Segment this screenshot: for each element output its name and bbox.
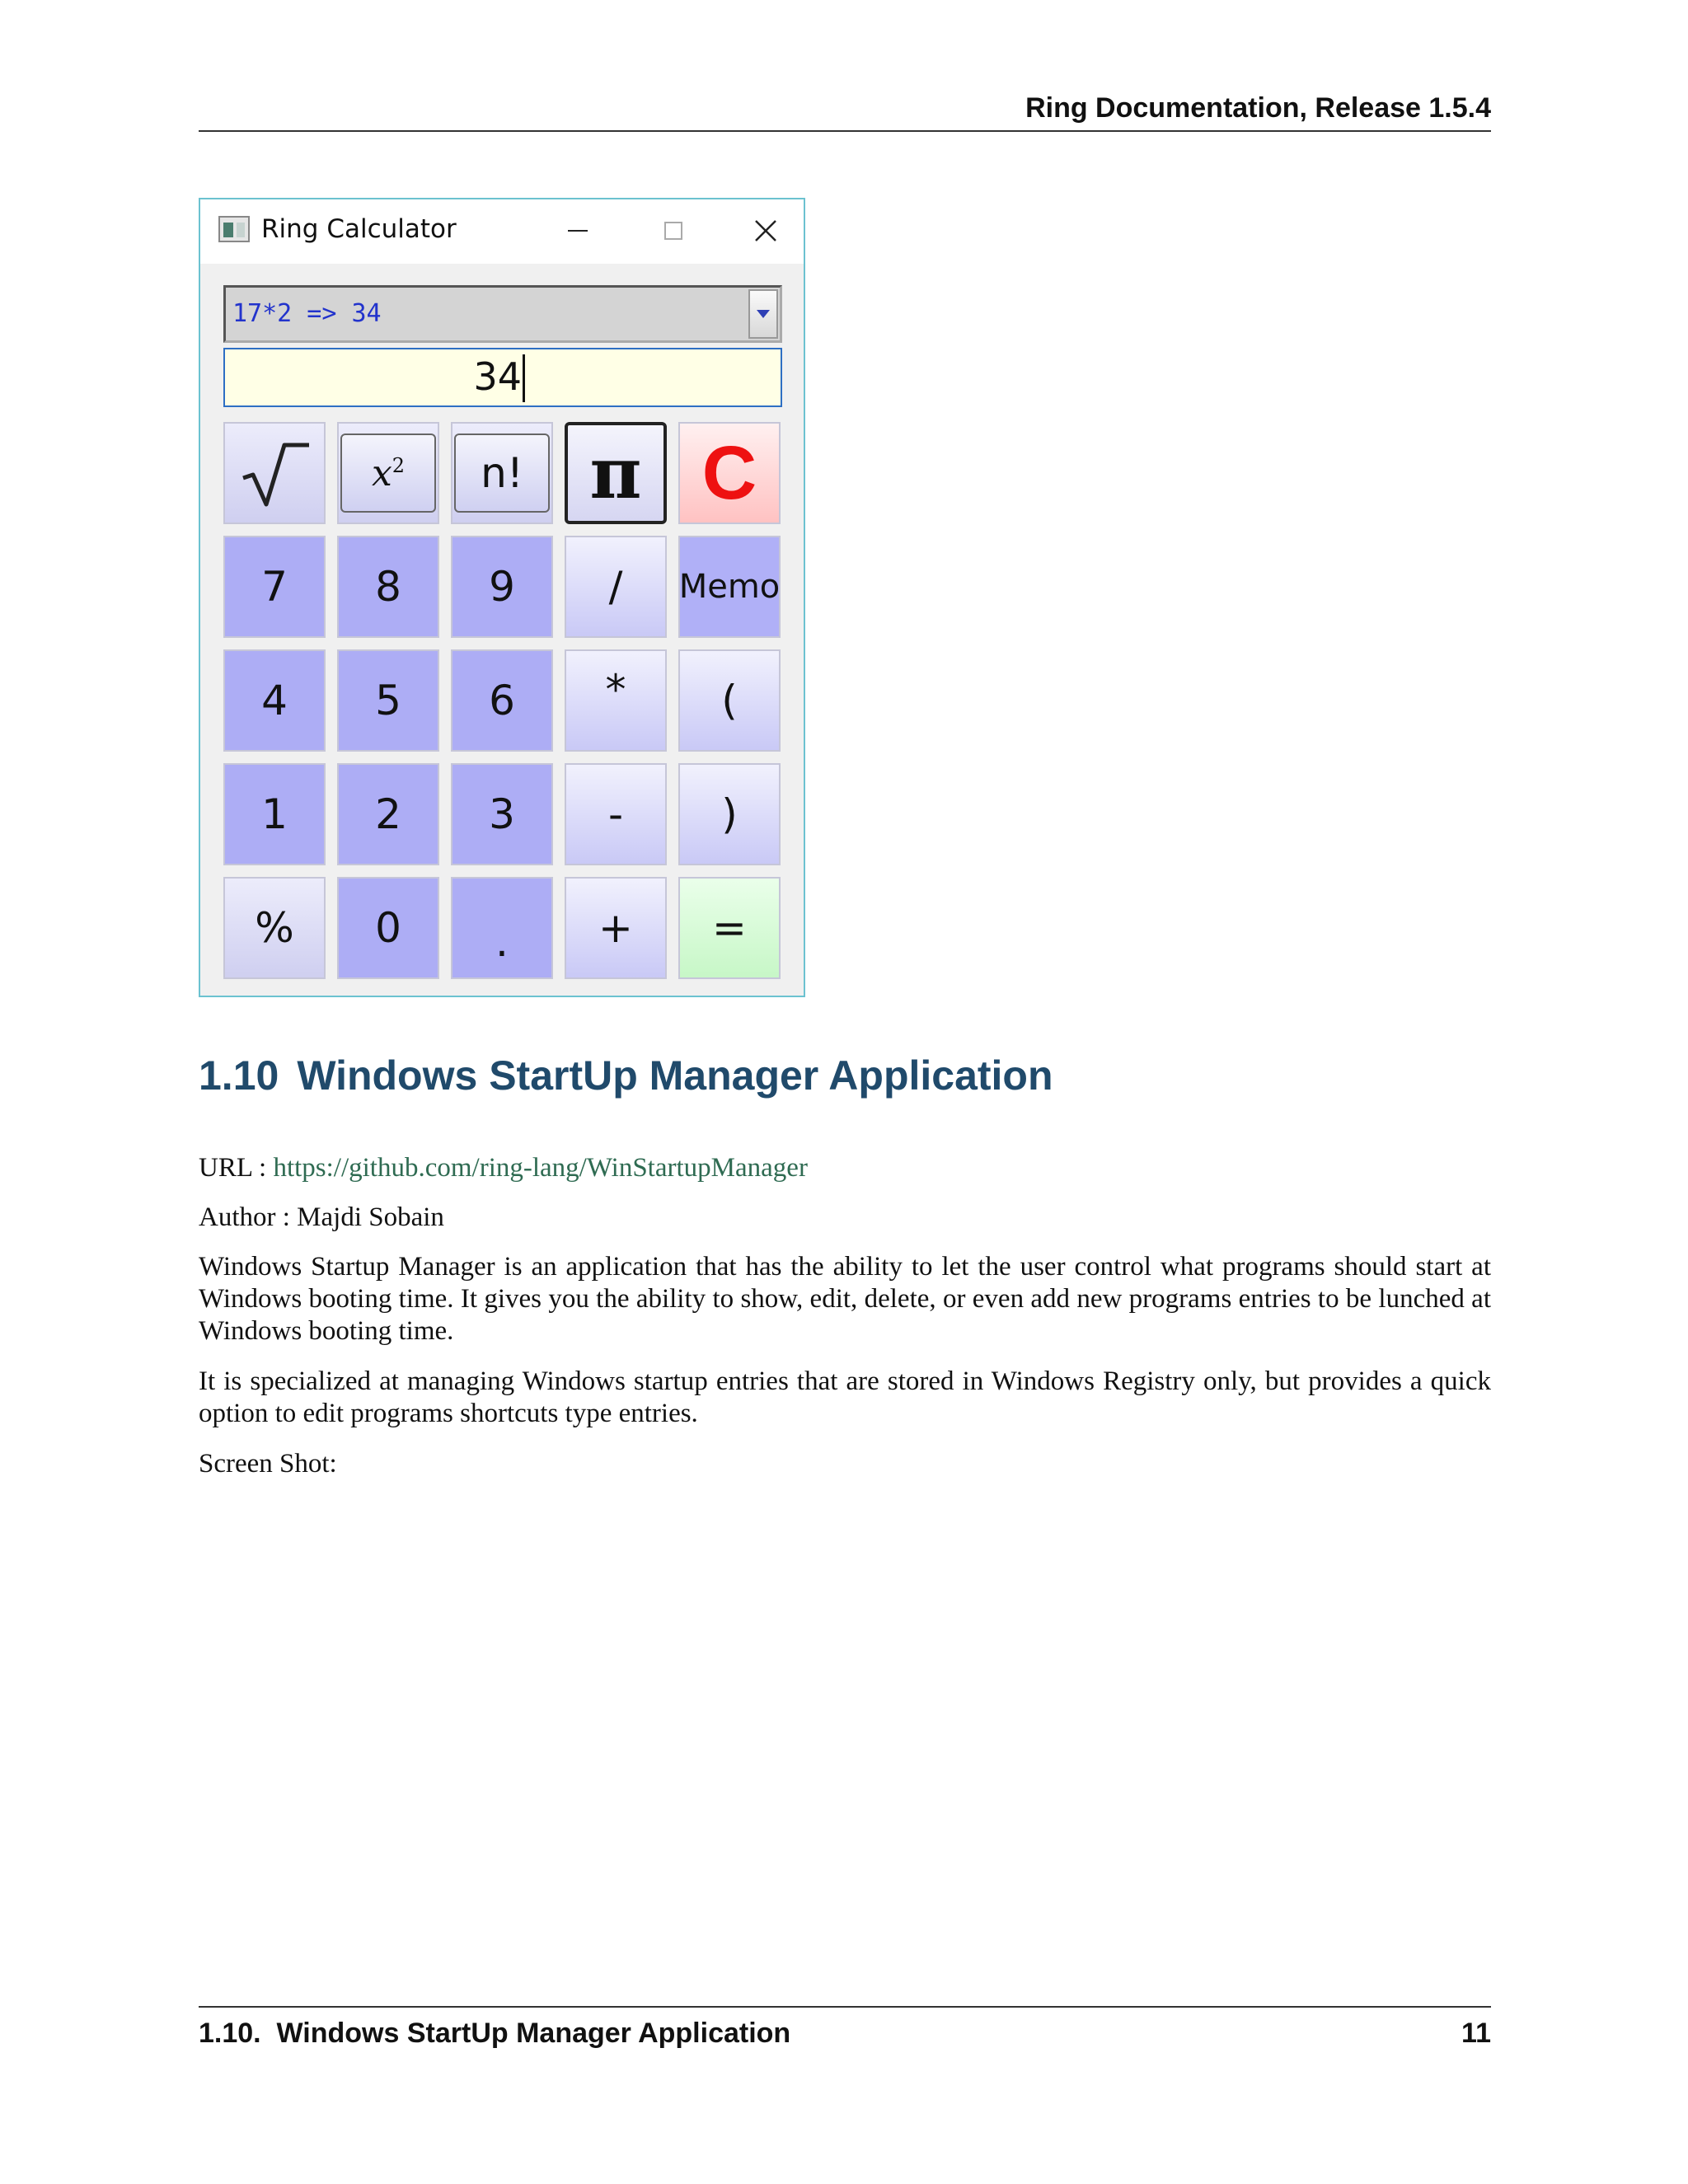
key-4-label: 4 [261,677,288,724]
minimize-button[interactable] [555,211,601,251]
left-paren-button[interactable] [678,649,781,752]
minus-button[interactable] [565,763,667,865]
divide-button[interactable] [565,536,667,638]
result-input[interactable] [223,348,782,407]
factorial-frame [454,434,550,513]
decimal-label: . [495,918,509,966]
key-0[interactable] [337,877,439,979]
key-3-label: 3 [489,790,515,838]
right-paren-button[interactable] [678,763,781,865]
calculator-window [199,198,805,997]
section-number: 1.10 [199,1052,279,1099]
square-label: $x^2$ [371,452,406,494]
author-line: Author : Majdi Sobain [199,1202,444,1232]
repo-link[interactable]: https://github.com/ring-lang/WinStartupManager [273,1153,808,1183]
text-caret [523,354,525,402]
pi-button[interactable] [565,422,667,524]
key-9-label: 9 [489,563,515,611]
minimize-icon [566,219,589,242]
key-8[interactable] [337,536,439,638]
clear-label: C [701,430,757,515]
pi-frame [565,422,667,524]
plus-label: + [598,904,633,952]
key-3[interactable] [451,763,553,865]
divide-label: / [608,563,623,611]
key-6-label: 6 [489,677,515,724]
equals-button[interactable] [678,877,781,979]
key-0-label: 0 [375,904,401,952]
factorial-label: n! [481,449,523,497]
close-icon [753,218,778,243]
maximize-icon [662,219,685,242]
header-rule [199,130,1491,132]
page-number: 11 [1461,2018,1491,2049]
clear-button[interactable] [678,422,781,524]
multiply-label: * [605,666,626,714]
right-paren-label: ) [721,790,738,838]
screenshot-label: Screen Shot: [199,1449,337,1479]
key-8-label: 8 [375,563,401,611]
maximize-button[interactable] [650,211,696,251]
sqrt-button[interactable] [223,422,326,524]
dropdown-button[interactable] [748,289,778,339]
section-title: Windows StartUp Manager Application [297,1052,1053,1099]
key-4[interactable] [223,649,326,752]
percent-button[interactable] [223,877,326,979]
memo-button[interactable] [678,536,781,638]
description-paragraph: Windows Startup Manager is an application that has the ability to let the user control what programs should start at Windows booting time. It gives you the ability to show, edit, delete, or even add new programs entries to be lunched at Windows booting time. [199,1252,1491,1346]
minus-label: - [607,790,624,838]
key-5[interactable] [337,649,439,752]
history-value: 17*2 => 34 [232,299,382,328]
decimal-button[interactable] [451,877,553,979]
key-6[interactable] [451,649,553,752]
multiply-button[interactable] [565,649,667,752]
plus-button[interactable] [565,877,667,979]
key-7-label: 7 [261,563,288,611]
key-5-label: 5 [375,677,401,724]
running-header: Ring Documentation, Release 1.5.4 [1025,92,1491,124]
key-1[interactable] [223,763,326,865]
equals-label: = [712,904,747,952]
history-combobox[interactable] [223,285,782,343]
result-value: 34 [473,354,522,399]
footer-section: 1.10. Windows StartUp Manager Application [199,2018,791,2049]
key-1-label: 1 [261,790,288,838]
app-icon [218,216,250,242]
section-heading [199,1052,1053,1099]
percent-label: % [255,904,294,952]
memo-label: Memo [678,568,781,606]
url-label: URL : [199,1153,274,1183]
key-9[interactable] [451,536,553,638]
factorial-button[interactable] [451,422,553,524]
url-line [199,1152,1491,1184]
key-2-label: 2 [375,790,401,838]
key-2[interactable] [337,763,439,865]
close-button[interactable] [743,211,789,251]
square-button[interactable] [337,422,439,524]
square-frame [340,434,436,513]
pi-label: π [589,431,642,515]
footer-rule [199,2006,1491,2008]
key-7[interactable] [223,536,326,638]
sqrt-icon [235,434,314,513]
title-bar [200,199,804,264]
chevron-down-icon [756,309,771,319]
window-title: Ring Calculator [261,214,457,244]
left-paren-label: ( [721,677,738,724]
registry-paragraph: It is specialized at managing Windows startup entries that are stored in Windows Registry only, but provides a quick option to edit programs shortcuts type entries. [199,1366,1491,1428]
